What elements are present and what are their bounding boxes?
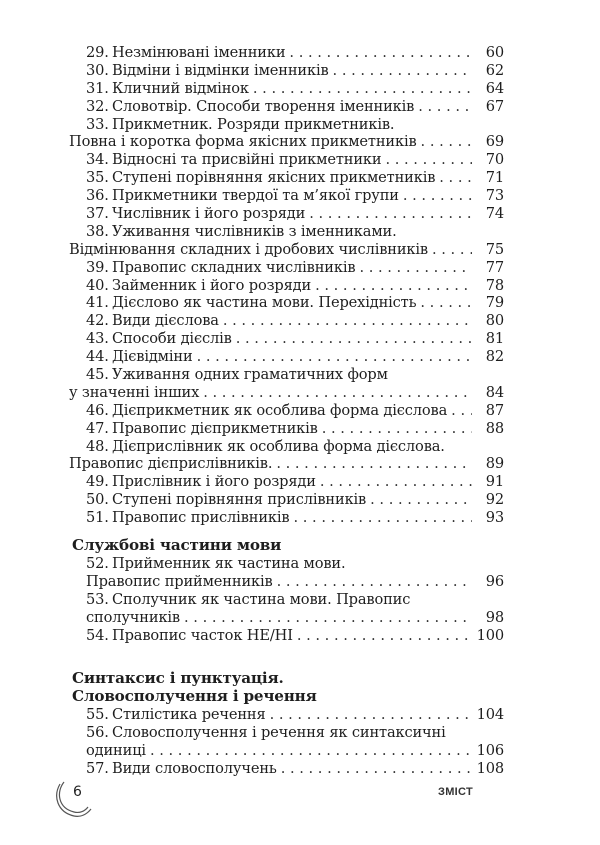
toc-entry — [68, 402, 504, 420]
entry-title: Займенник і його розряди — [112, 276, 312, 294]
entry-page-number: 64 — [485, 79, 504, 97]
dot-leader — [281, 760, 472, 778]
entry-title: Дієприслівник як особлива форма дієслова. — [112, 437, 445, 455]
entry-page-number: 96 — [485, 572, 504, 590]
entry-title: Правопис прийменників — [86, 572, 273, 590]
toc-entry — [68, 80, 504, 98]
entry-page-number: 74 — [485, 205, 504, 223]
entry-number: 39. — [86, 258, 109, 276]
entry-number: 47. — [86, 419, 109, 437]
entry-title: Незмінювані іменники — [112, 44, 286, 61]
entry-title: Ступені порівняння якісних прикметників — [112, 169, 436, 187]
entry-title: Прийменник як частина мови. — [112, 555, 346, 572]
toc-entry-continuation — [68, 742, 504, 760]
toc-entry — [68, 509, 504, 527]
dot-leader — [253, 80, 472, 98]
toc-entry — [68, 473, 504, 491]
entry-number: 45. — [86, 366, 109, 384]
entry-title: Правопис дієприкметників — [112, 419, 318, 437]
toc-section-morphology — [68, 44, 504, 527]
dot-leader — [439, 169, 472, 187]
toc-entry — [68, 330, 504, 348]
dot-leader — [276, 455, 472, 473]
toc-section-function-words-items — [68, 555, 504, 644]
entry-page-number: 75 — [485, 240, 504, 258]
entry-title: Ступені порівняння прислівників — [112, 491, 367, 509]
toc-entry — [68, 205, 504, 223]
entry-number: 56. — [86, 723, 109, 741]
toc-entry — [68, 277, 504, 295]
entry-page-number: 88 — [485, 419, 504, 437]
entry-number: 57. — [86, 759, 109, 777]
entry-page-number: 60 — [485, 44, 504, 61]
dot-leader — [203, 384, 472, 402]
entry-page-number: 92 — [485, 491, 504, 509]
entry-title: Прислівник і його розряди — [112, 473, 316, 491]
entry-number: 53. — [86, 590, 109, 608]
dot-leader — [421, 133, 472, 151]
toc-entry — [68, 98, 504, 116]
entry-number: 52. — [86, 555, 109, 572]
entry-number: 54. — [86, 626, 109, 644]
entry-number: 36. — [86, 187, 109, 205]
entry-number: 35. — [86, 169, 109, 187]
entry-title: Числівник і його розряди — [112, 205, 306, 223]
entry-page-number: 93 — [485, 509, 504, 527]
entry-number: 46. — [86, 401, 109, 419]
dot-leader — [293, 509, 472, 527]
entry-number: 32. — [86, 97, 109, 115]
entry-number: 51. — [86, 509, 109, 527]
entry-page-number: 80 — [485, 312, 504, 330]
toc-entry — [68, 294, 504, 312]
entry-number: 55. — [86, 706, 109, 723]
toc-entry — [68, 591, 504, 609]
toc-entry — [68, 259, 504, 277]
entry-page-number: 91 — [485, 473, 504, 491]
toc-entry — [68, 627, 504, 645]
toc-entry — [68, 724, 504, 742]
entry-title: Відмінювання складних і дробових числівників — [69, 240, 428, 258]
section-heading: Службові частини мови — [72, 536, 282, 554]
entry-page-number: 79 — [485, 294, 504, 312]
entry-number: 37. — [86, 205, 109, 223]
entry-page-number: 81 — [485, 330, 504, 348]
entry-page-number: 73 — [485, 187, 504, 205]
entry-page-number: 104 — [476, 706, 504, 723]
entry-title: у значенні інших — [69, 383, 200, 401]
dot-leader — [322, 420, 472, 438]
entry-number: 43. — [86, 330, 109, 348]
toc-entry — [68, 348, 504, 366]
entry-title: Словотвір. Способи творення іменників — [112, 97, 415, 115]
entry-page-number: 62 — [485, 61, 504, 79]
entry-page-number: 87 — [485, 401, 504, 419]
section-heading-line-2: Словосполучення і речення — [72, 687, 317, 705]
entry-page-number: 71 — [485, 169, 504, 187]
entry-number: 48. — [86, 437, 109, 455]
entry-title: Правопис складних числівників — [112, 258, 356, 276]
dot-leader — [451, 402, 472, 420]
running-title: ЗМІСТ — [438, 786, 473, 798]
entry-number: 44. — [86, 348, 109, 366]
entry-number: 34. — [86, 151, 109, 169]
entry-title: Сполучник як частина мови. Правопис — [112, 590, 411, 608]
entry-title: Відміни і відмінки іменників — [112, 61, 329, 79]
entry-title: Правопис дієприслівників. — [69, 455, 273, 473]
toc-entry — [68, 491, 504, 509]
entry-title: Стилістика речення — [112, 706, 266, 723]
entry-title: Повна і коротка форма якісних прикметників — [69, 133, 417, 151]
entry-title: Словосполучення і речення як синтаксичні — [112, 723, 446, 741]
toc-entry — [68, 44, 504, 62]
dot-leader — [309, 205, 472, 223]
entry-number: 40. — [86, 276, 109, 294]
toc-entry-continuation — [68, 573, 504, 591]
toc-entry — [68, 312, 504, 330]
dot-leader — [315, 277, 472, 295]
entry-page-number: 106 — [476, 741, 504, 759]
entry-page-number: 69 — [485, 133, 504, 151]
toc-entry — [68, 706, 504, 724]
entry-page-number: 82 — [485, 348, 504, 366]
toc-entry-continuation — [68, 133, 504, 151]
dot-leader — [289, 44, 472, 62]
entry-page-number: 84 — [485, 383, 504, 401]
toc-entry — [68, 223, 504, 241]
dot-leader — [150, 742, 472, 760]
entry-number: 31. — [86, 79, 109, 97]
entry-page-number: 78 — [485, 276, 504, 294]
toc-entry-continuation — [68, 455, 504, 473]
toc-entry — [68, 187, 504, 205]
entry-page-number: 100 — [476, 626, 504, 644]
dot-leader — [236, 330, 472, 348]
entry-page-number: 70 — [485, 151, 504, 169]
section-heading-line-1: Синтаксис і пунктуація. — [72, 669, 284, 687]
entry-title: Дієвідміни — [112, 348, 193, 366]
entry-page-number: 89 — [485, 455, 504, 473]
dot-leader — [403, 187, 472, 205]
entry-number: 38. — [86, 222, 109, 240]
dot-leader — [370, 491, 472, 509]
toc-section-syntax — [72, 669, 504, 705]
dot-leader — [270, 706, 472, 724]
dot-leader — [418, 98, 472, 116]
entry-title: Уживання числівників з іменниками. — [112, 222, 397, 240]
toc-entry-continuation — [68, 609, 504, 627]
entry-title: Дієслово як частина мови. Перехідність — [112, 294, 417, 312]
dot-leader — [223, 312, 472, 330]
toc-section-syntax-items — [68, 706, 504, 778]
toc-entry — [68, 169, 504, 187]
entry-title: Кличний відмінок — [112, 79, 249, 97]
toc-entry-continuation — [68, 241, 504, 259]
entry-title: одиниці — [86, 741, 146, 759]
toc-entry — [68, 366, 504, 384]
entry-number: 41. — [86, 294, 109, 312]
entry-number: 29. — [86, 44, 109, 61]
dot-leader — [197, 348, 472, 366]
toc-entry — [68, 760, 504, 778]
entry-title: Способи дієслів — [112, 330, 232, 348]
entry-number: 49. — [86, 473, 109, 491]
entry-title: Прикметник. Розряди прикметників. — [112, 115, 395, 133]
entry-title: Відносні та присвійні прикметники — [112, 151, 382, 169]
toc-entry-continuation — [68, 384, 504, 402]
entry-number: 50. — [86, 491, 109, 509]
dot-leader — [184, 609, 472, 627]
dot-leader — [297, 627, 472, 645]
entry-title: Правопис часток НЕ/НІ — [112, 626, 293, 644]
toc-entry — [68, 116, 504, 134]
dot-leader — [277, 573, 472, 591]
toc-entry — [68, 62, 504, 80]
toc-entry — [68, 420, 504, 438]
page-number: 6 — [73, 784, 82, 800]
entry-title: Уживання одних граматичних форм — [112, 366, 388, 384]
dot-leader — [333, 62, 472, 80]
entry-title: Правопис прислівників — [112, 509, 290, 527]
entry-title: Види дієслова — [112, 312, 219, 330]
toc-section-function-words — [72, 536, 504, 554]
entry-number: 42. — [86, 312, 109, 330]
entry-page-number: 67 — [485, 97, 504, 115]
entry-number: 30. — [86, 61, 109, 79]
entry-title: Види словосполучень — [112, 759, 277, 777]
entry-title: Прикметники твердої та м’якої групи — [112, 187, 399, 205]
entry-page-number: 77 — [485, 258, 504, 276]
toc-entry — [68, 438, 504, 456]
dot-leader — [420, 294, 472, 312]
entry-page-number: 108 — [476, 759, 504, 777]
dot-leader — [385, 151, 472, 169]
toc-entry — [68, 151, 504, 169]
toc-entry — [68, 555, 504, 573]
dot-leader — [432, 241, 472, 259]
dot-leader — [359, 259, 472, 277]
dot-leader — [320, 473, 472, 491]
entry-title: Дієприкметник як особлива форма дієслова — [112, 401, 448, 419]
entry-number: 33. — [86, 115, 109, 133]
entry-page-number: 98 — [485, 608, 504, 626]
entry-title: сполучників — [86, 608, 181, 626]
